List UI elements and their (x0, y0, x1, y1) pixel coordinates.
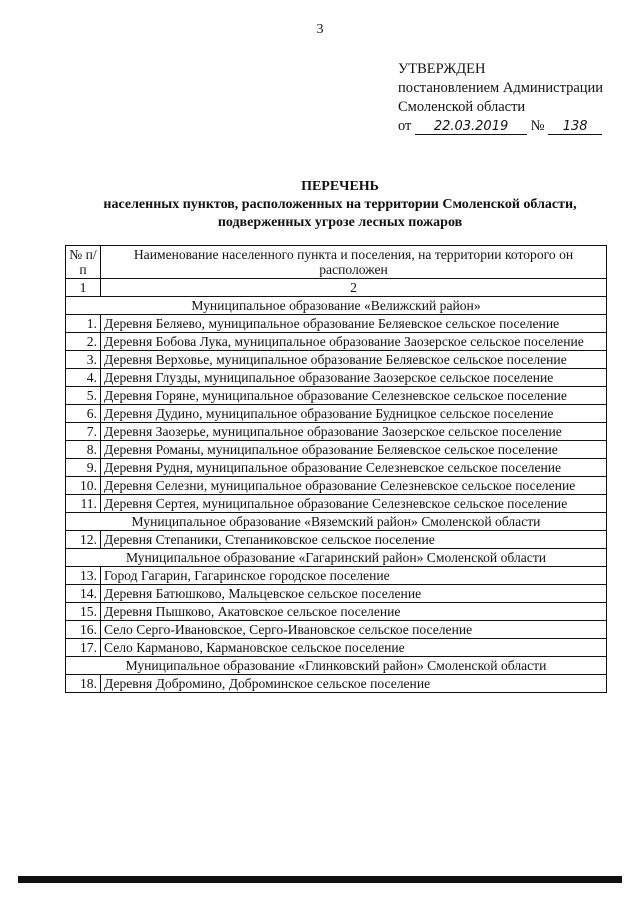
row-number: 13. (66, 567, 101, 585)
document-title (60, 178, 620, 232)
row-settlement: Деревня Сертея, муниципальное образование Селезневское сельское поселение (101, 495, 607, 513)
approval-line-2: Смоленской области (398, 99, 526, 115)
group-title: Муниципальное образование «Велижский район» (66, 297, 607, 315)
row-settlement: Деревня Заозерье, муниципальное образование Заозерское сельское поселение (101, 423, 607, 441)
row-settlement: Деревня Батюшково, Мальцевское сельское поселение (101, 585, 607, 603)
group-title: Муниципальное образование «Глинковский район» Смоленской области (66, 657, 607, 675)
row-number: 17. (66, 639, 101, 657)
row-settlement: Деревня Селезни, муниципальное образование Селезневское сельское поселение (101, 477, 607, 495)
table-group-row (66, 549, 607, 567)
table-group-row (66, 657, 607, 675)
table-group-row (66, 297, 607, 315)
row-number: 16. (66, 621, 101, 639)
table-row (66, 405, 607, 423)
row-settlement: Деревня Бобова Лука, муниципальное образование Заозерское сельское поселение (101, 333, 607, 351)
table-row (66, 495, 607, 513)
settlements-table (65, 245, 607, 693)
row-number: 6. (66, 405, 101, 423)
row-number: 18. (66, 675, 101, 693)
row-number: 10. (66, 477, 101, 495)
approval-heading: УТВЕРЖДЕН (398, 61, 486, 77)
table-group-row (66, 513, 607, 531)
approval-date: 22.03.2019 (415, 119, 527, 135)
table-row (66, 387, 607, 405)
row-settlement: Деревня Глузды, муниципальное образование Заозерское сельское поселение (101, 369, 607, 387)
table-row (66, 531, 607, 549)
row-settlement: Деревня Горяне, муниципальное образование Селезневское сельское поселение (101, 387, 607, 405)
row-settlement: Деревня Рудня, муниципальное образование Селезневское сельское поселение (101, 459, 607, 477)
row-number: 2. (66, 333, 101, 351)
row-number: 9. (66, 459, 101, 477)
table-row (66, 477, 607, 495)
row-number: 7. (66, 423, 101, 441)
row-settlement: Деревня Степаники, Степаниковское сельское поселение (101, 531, 607, 549)
approval-number-label: № (530, 118, 545, 134)
row-settlement: Деревня Пышково, Акатовское сельское поселение (101, 603, 607, 621)
table-header-row (66, 246, 607, 279)
group-title: Муниципальное образование «Гагаринский район» Смоленской области (66, 549, 607, 567)
row-settlement: Село Карманово, Кармановское сельское поселение (101, 639, 607, 657)
row-settlement: Город Гагарин, Гагаринское городское поселение (101, 567, 607, 585)
table-row (66, 639, 607, 657)
table-row (66, 585, 607, 603)
column-number-row (66, 279, 607, 297)
table-row (66, 621, 607, 639)
row-number: 15. (66, 603, 101, 621)
group-title: Муниципальное образование «Вяземский район» Смоленской области (66, 513, 607, 531)
row-settlement: Деревня Верховье, муниципальное образование Беляевское сельское поселение (101, 351, 607, 369)
bottom-border-bar (18, 876, 622, 883)
row-settlement: Деревня Дудино, муниципальное образование Будницкое сельское поселение (101, 405, 607, 423)
title-line-3: подверженных угрозе лесных пожаров (217, 215, 463, 230)
approval-from-label: от (398, 118, 412, 134)
row-number: 12. (66, 531, 101, 549)
title-line-2: населенных пунктов, расположенных на территории Смоленской области, (103, 197, 577, 212)
table-row (66, 369, 607, 387)
table-row (66, 333, 607, 351)
header-name: Наименование населенного пункта и поселения, на территории которого он расположен (101, 246, 607, 279)
table-row (66, 567, 607, 585)
row-number: 5. (66, 387, 101, 405)
approval-line-1: постановлением Администрации (398, 80, 604, 96)
approval-number: 138 (548, 119, 602, 135)
row-number: 8. (66, 441, 101, 459)
row-number: 4. (66, 369, 101, 387)
row-settlement: Деревня Беляево, муниципальное образование Беляевское сельское поселение (101, 315, 607, 333)
table-row (66, 351, 607, 369)
title-line-1: ПЕРЕЧЕНЬ (301, 179, 379, 194)
row-number: 14. (66, 585, 101, 603)
column-number-1: 1 (66, 279, 101, 297)
approval-block (398, 60, 603, 136)
row-settlement: Деревня Добромино, Доброминское сельское поселение (101, 675, 607, 693)
approval-date-line (398, 117, 603, 136)
table-row (66, 423, 607, 441)
page-number: 3 (316, 22, 324, 37)
header-num: № п/п (66, 246, 101, 279)
row-number: 3. (66, 351, 101, 369)
table-row (66, 675, 607, 693)
row-settlement: Село Серго-Ивановское, Серго-Ивановское сельское поселение (101, 621, 607, 639)
table-row (66, 603, 607, 621)
table-row (66, 441, 607, 459)
column-number-2: 2 (101, 279, 607, 297)
row-settlement: Деревня Романы, муниципальное образование Беляевское сельское поселение (101, 441, 607, 459)
row-number: 11. (66, 495, 101, 513)
table-row (66, 459, 607, 477)
table-row (66, 315, 607, 333)
row-number: 1. (66, 315, 101, 333)
